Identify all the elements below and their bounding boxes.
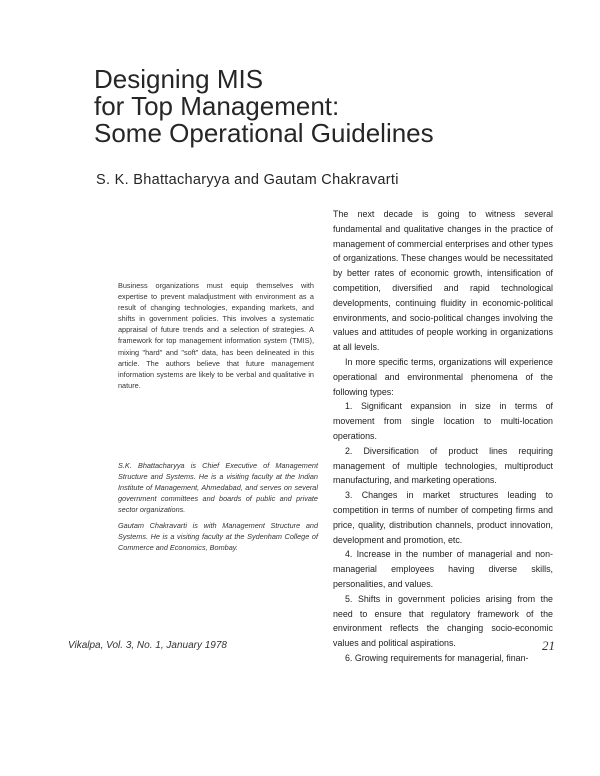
body-paragraph: In more specific terms, organizations will experience operational and environmental phenomena of the following types: xyxy=(333,356,553,397)
page-number: 21 xyxy=(542,638,555,653)
authors: S. K. Bhattacharyya and Gautam Chakravarti xyxy=(96,172,399,188)
title-line: Some Operational Guidelines xyxy=(94,118,434,148)
list-item: 1. Significant expansion in size in terms of movement from single location to multi-location operations. xyxy=(333,401,553,441)
author-bio-bhattacharyya: S.K. Bhattacharyya is Chief Executive of Management Structure and Systems. He is a visiting faculty at the Indian Institute of Management, Ahmedabad, and serves on several government committees and boards of public and private sector organizations. xyxy=(118,461,318,515)
list-item: 2. Diversification of product lines requiring management of multiple technologies, multiproduct manufacturing, and marketing operations. xyxy=(333,445,553,486)
body-paragraph: The next decade is going to witness several fundamental and qualitative changes in the practice of management of commercial enterprises and other types of organizations. These changes would be necessitated by better rates of economic growth, intensification of competition, diversified and rapid technological developments, continuing fluidity in economic-political environments, and socio-political changes involving the values and attitudes of people working in organizations at all levels. xyxy=(333,209,553,353)
body-column xyxy=(333,207,553,666)
title-line: for Top Management: xyxy=(94,91,340,121)
list-item: 6. Growing requirements for managerial, finan- xyxy=(345,652,529,663)
abstract: Business organizations must equip themselves with expertise to prevent maladjustment with environment as a result of changing technologies, expanding markets, and shifts in government policies. This involves a systematic appraisal of future trends and a selection of strategies. A framework for top management information system (TMIS), mixing "hard" and "soft" data, has been delineated in this article. The authors believe that future management information systems are likely to be verbal and qualitative in nature. xyxy=(118,281,314,390)
list-item: 4. Increase in the number of managerial and non-managerial employees having diverse skills, personalities, and values. xyxy=(333,549,553,589)
journal-citation: Vikalpa, Vol. 3, No. 1, January 1978 xyxy=(68,640,227,651)
article-title xyxy=(94,66,434,147)
title-line: Designing MIS xyxy=(94,64,264,94)
author-bio-chakravarti: Gautam Chakravarti is with Management Structure and Systems. He is a visiting faculty at the Sydenham College of Commerce and Economics, Bombay. xyxy=(118,521,318,553)
list-item: 3. Changes in market structures leading to competition in terms of number of competing firms and price, quality, distribution channels, product innovation, development and promotion, etc. xyxy=(333,490,553,545)
list-item: 5. Shifts in government policies arising from the need to ensure that regulatory framework of the environment reflects the changing socio-economic values and political aspirations. xyxy=(333,593,553,649)
